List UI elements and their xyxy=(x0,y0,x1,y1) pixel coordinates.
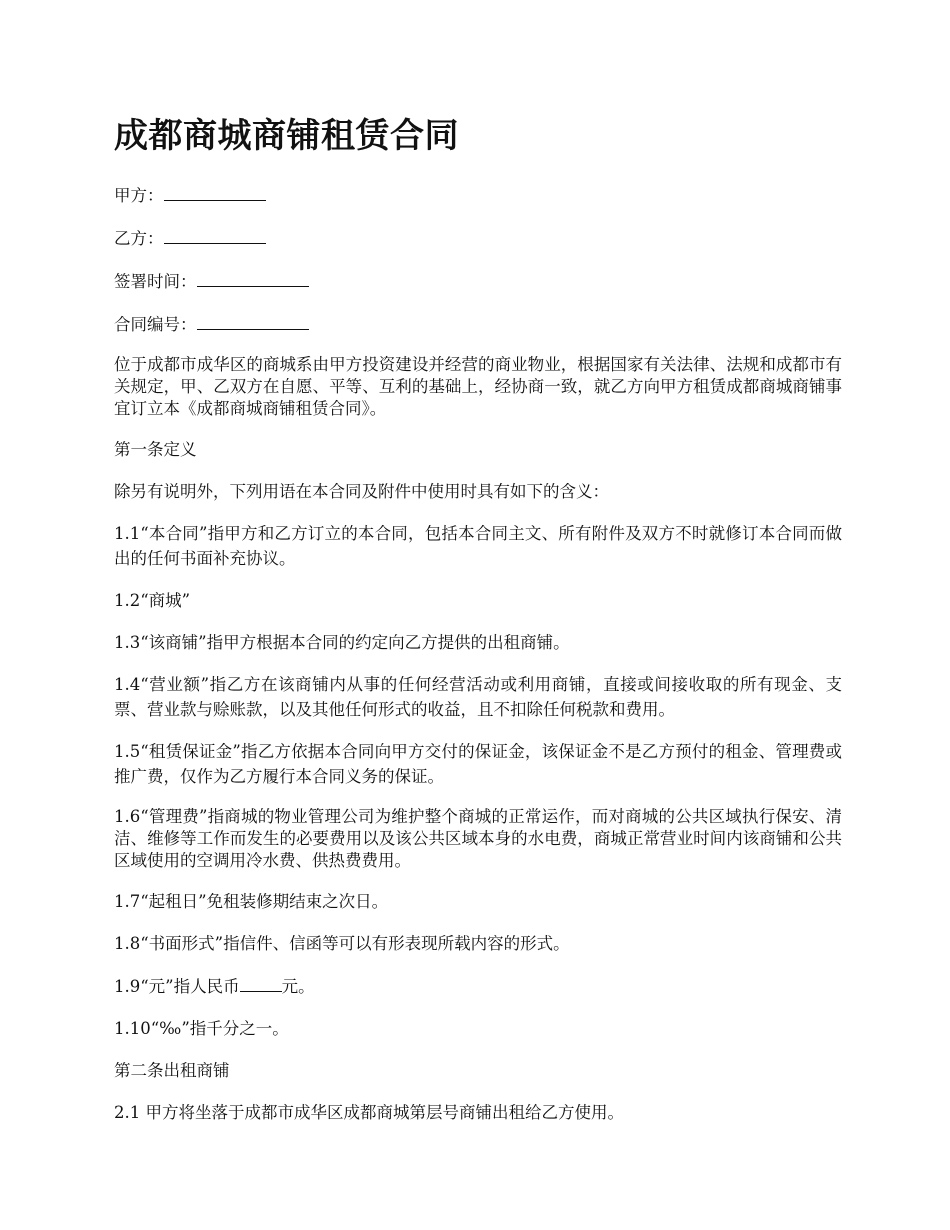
sign-time-blank xyxy=(197,268,309,287)
clause-1-7: 1.7“起租日”免租装修期结束之次日。 xyxy=(114,892,389,911)
clause-1-5: 1.5“租赁保证金”指乙方依据本合同向甲方交付的保证金，该保证金不是乙方预付的租金、管理费或推广费，仅作为乙方履行本合同义务的保证。 xyxy=(114,742,842,786)
clause-1-9-prefix: 1.9“元”指人民币 xyxy=(114,977,240,996)
party-a-label: 甲方： xyxy=(114,186,164,205)
contract-page xyxy=(114,112,842,1142)
party-a-blank xyxy=(164,182,266,201)
clause-1-3: 1.3“该商铺”指甲方根据本合同的约定向乙方提供的出租商铺。 xyxy=(114,633,570,652)
clause-1-1: 1.1“本合同”指甲方和乙方订立的本合同，包括本合同主文、所有附件及双方不时就修订本合同而做出的任何书面补充协议。 xyxy=(114,524,842,568)
article-1-intro: 除另有说明外，下列用语在本合同及附件中使用时具有如下的含义： xyxy=(114,482,609,501)
clause-1-2: 1.2“商城” xyxy=(114,591,191,610)
party-a-line xyxy=(114,182,842,208)
sign-time-label: 签署时间： xyxy=(114,272,197,291)
article-1-heading: 第一条定义 xyxy=(114,440,197,459)
currency-blank xyxy=(240,973,282,992)
contract-number-label: 合同编号： xyxy=(114,315,197,334)
clause-1-8: 1.8“书面形式”指信件、信函等可以有形表现所载内容的形式。 xyxy=(114,934,570,953)
intro-paragraph: 位于成都市成华区的商城系由甲方投资建设并经营的商业物业，根据国家有关法律、法规和成都市有关规定，甲、乙双方在自愿、平等、互利的基础上，经协商一致，就乙方向甲方租赁成都商城商铺事宜订立本《成都商城商铺租赁合同》。 xyxy=(114,355,842,418)
sign-time-line xyxy=(114,268,842,294)
clause-1-9 xyxy=(114,973,842,999)
contract-number-blank xyxy=(197,311,309,330)
clause-1-6: 1.6“管理费”指商城的物业管理公司为维护整个商城的正常运作，而对商城的公共区域执行保安、清洁、维修等工作而发生的必要费用以及该公共区域本身的水电费，商城正常营业时间内该商铺和公共区域使用的空调用冷水费、供热费费用。 xyxy=(114,807,842,870)
clause-1-4: 1.4“营业额”指乙方在该商铺内从事的任何经营活动或利用商铺，直接或间接收取的所有现金、支票、营业款与赊账款，以及其他任何形式的收益，且不扣除任何税款和费用。 xyxy=(114,675,842,719)
party-b-label: 乙方： xyxy=(114,229,164,248)
contract-number-line xyxy=(114,311,842,337)
clause-1-9-suffix: 元。 xyxy=(281,977,315,996)
party-b-blank xyxy=(164,225,266,244)
party-b-line xyxy=(114,225,842,251)
document-title: 成都商城商铺租赁合同 xyxy=(114,116,459,156)
article-2-heading: 第二条出租商铺 xyxy=(114,1061,230,1080)
clause-1-10: 1.10“‰”指千分之一。 xyxy=(114,1019,289,1038)
clause-2-1: 2.1 甲方将坐落于成都市成华区成都商城第层号商铺出租给乙方使用。 xyxy=(114,1103,624,1122)
